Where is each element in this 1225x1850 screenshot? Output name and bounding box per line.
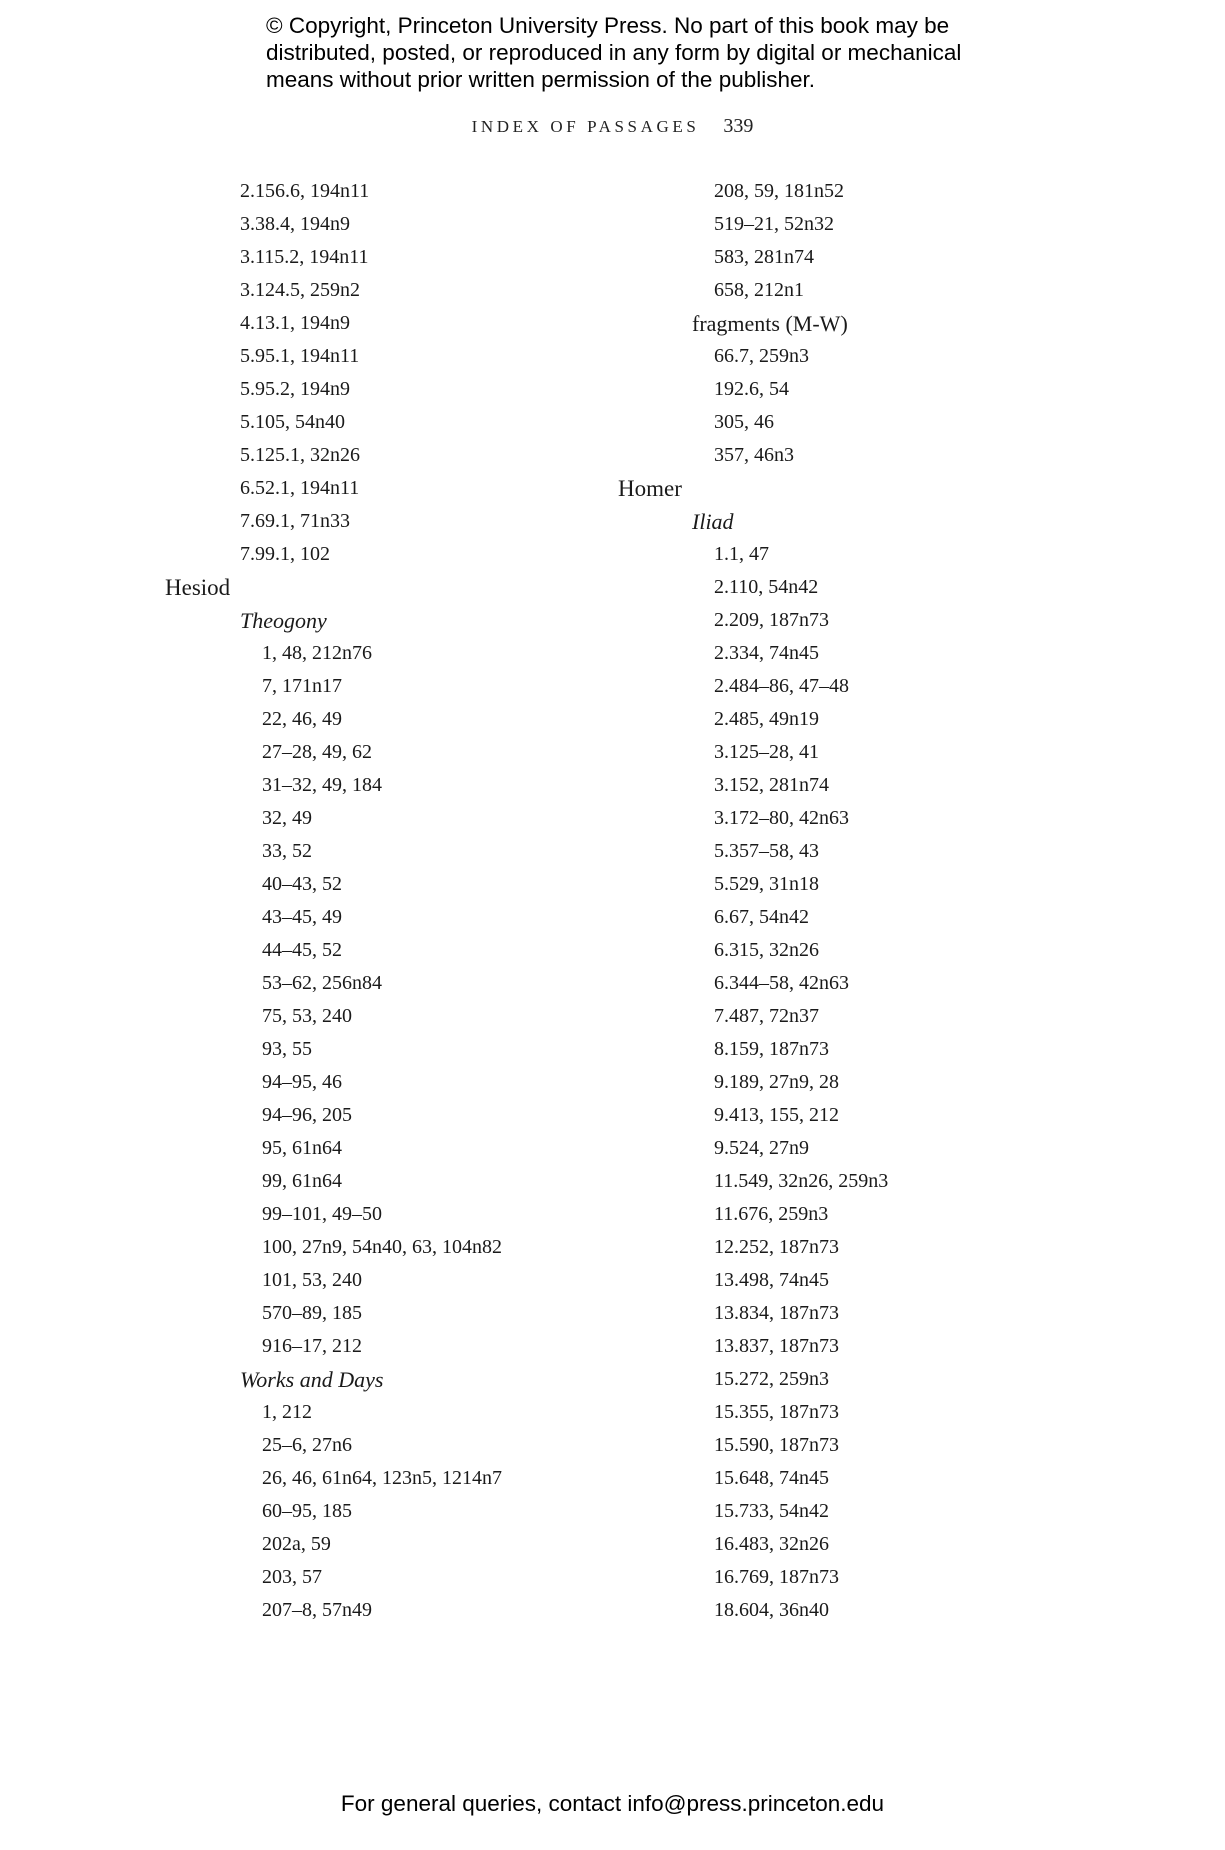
index-entry: 583, 281n74 — [714, 246, 814, 268]
index-subheading: 3.124.5, 259n2 — [240, 279, 360, 301]
index-entry: 66.7, 259n3 — [714, 345, 809, 367]
index-entry: 5.529, 31n18 — [714, 873, 819, 895]
index-entry: 94–96, 205 — [262, 1104, 352, 1126]
index-entry: 202a, 59 — [262, 1533, 331, 1555]
index-entry: 16.769, 187n73 — [714, 1566, 839, 1588]
index-entry: 7.487, 72n37 — [714, 1005, 819, 1027]
running-head — [0, 115, 1225, 138]
index-entry: 100, 27n9, 54n40, 63, 104n82 — [262, 1236, 502, 1258]
index-subheading: 3.38.4, 194n9 — [240, 213, 350, 235]
page-number: 339 — [723, 115, 754, 137]
index-entry: 13.834, 187n73 — [714, 1302, 839, 1324]
index-subheading: 4.13.1, 194n9 — [240, 312, 350, 334]
index-entry: 305, 46 — [714, 411, 774, 433]
index-entry: 6.315, 32n26 — [714, 939, 819, 961]
index-heading: Hesiod — [165, 575, 231, 600]
index-entry: 658, 212n1 — [714, 279, 804, 301]
index-subheading: 5.95.1, 194n11 — [240, 345, 360, 367]
index-entry: 2.110, 54n42 — [714, 576, 819, 598]
index-entry: 27–28, 49, 62 — [262, 741, 372, 763]
index-entry: 357, 46n3 — [714, 444, 794, 466]
index-entry: 15.648, 74n45 — [714, 1467, 829, 1489]
index-entry: 2.334, 74n45 — [714, 642, 819, 664]
index-entry: 43–45, 49 — [262, 906, 342, 928]
index-entry: 1.1, 47 — [714, 543, 769, 565]
index-entry: 16.483, 32n26 — [714, 1533, 829, 1555]
index-entry: 99–101, 49–50 — [262, 1203, 382, 1225]
index-heading: Homer — [618, 476, 682, 501]
index-entry: 18.604, 36n40 — [714, 1599, 829, 1621]
index-entry: 9.413, 155, 212 — [714, 1104, 839, 1126]
index-entry: 32, 49 — [262, 807, 312, 829]
index-subheading: 3.115.2, 194n11 — [240, 246, 369, 268]
index-entry: 2.485, 49n19 — [714, 708, 819, 730]
running-head-title: INDEX OF PASSAGES — [471, 117, 700, 136]
index-entry: 8.159, 187n73 — [714, 1038, 829, 1060]
copyright-line-1: © Copyright, Princeton University Press. No part of this book may be — [266, 13, 950, 38]
index-entry: 916–17, 212 — [262, 1335, 362, 1357]
index-entry: 95, 61n64 — [262, 1137, 342, 1159]
index-entry: 25–6, 27n6 — [262, 1434, 352, 1456]
index-entry: 208, 59, 181n52 — [714, 180, 844, 202]
index-entry: 207–8, 57n49 — [262, 1599, 372, 1621]
index-subheading: 7.69.1, 71n33 — [240, 510, 350, 532]
index-entry: 7, 171n17 — [262, 675, 342, 697]
index-entry: 15.272, 259n3 — [714, 1368, 829, 1390]
index-subheading: 6.52.1, 194n11 — [240, 477, 360, 499]
index-entry: 3.125–28, 41 — [714, 741, 819, 763]
index-entry: 519–21, 52n32 — [714, 213, 834, 235]
index-entry: 192.6, 54 — [714, 378, 789, 400]
index-entry: 60–95, 185 — [262, 1500, 352, 1522]
index-subheading: 2.156.6, 194n11 — [240, 180, 370, 202]
copyright-notice — [266, 12, 1026, 93]
index-subheading: Theogony — [240, 608, 327, 633]
index-entry: 9.524, 27n9 — [714, 1137, 809, 1159]
index-entry: 12.252, 187n73 — [714, 1236, 839, 1258]
index-subheading: fragments (M-W) — [692, 311, 848, 336]
index-entry: 3.152, 281n74 — [714, 774, 829, 796]
index-entry: 2.484–86, 47–48 — [714, 675, 849, 697]
index-entry: 13.498, 74n45 — [714, 1269, 829, 1291]
index-entry: 22, 46, 49 — [262, 708, 342, 730]
copyright-line-3: means without prior written permission of the publisher. — [266, 67, 816, 92]
index-entry: 1, 48, 212n76 — [262, 642, 372, 664]
index-entry: 3.172–80, 42n63 — [714, 807, 849, 829]
index-entry: 26, 46, 61n64, 123n5, 1214n7 — [262, 1467, 502, 1489]
index-entry: 33, 52 — [262, 840, 312, 862]
copyright-line-2: distributed, posted, or reproduced in any form by digital or mechanical — [266, 40, 962, 65]
index-entry: 31–32, 49, 184 — [262, 774, 382, 796]
footer-contact: For general queries, contact info@press.princeton.edu — [340, 1791, 885, 1816]
index-entry: 15.733, 54n42 — [714, 1500, 829, 1522]
index-entry: 40–43, 52 — [262, 873, 342, 895]
index-entry: 6.344–58, 42n63 — [714, 972, 849, 994]
index-subheading: 5.95.2, 194n9 — [240, 378, 350, 400]
index-subheading: 5.125.1, 32n26 — [240, 444, 360, 466]
index-entry: 6.67, 54n42 — [714, 906, 809, 928]
index-entry: 44–45, 52 — [262, 939, 342, 961]
index-entry: 101, 53, 240 — [262, 1269, 362, 1291]
index-entry: 53–62, 256n84 — [262, 972, 382, 994]
index-entry: 203, 57 — [262, 1566, 322, 1588]
index-entry: 9.189, 27n9, 28 — [714, 1071, 839, 1093]
index-subheading: Works and Days — [240, 1367, 384, 1392]
index-subheading: 7.99.1, 102 — [240, 543, 330, 565]
index-entry: 11.549, 32n26, 259n3 — [714, 1170, 889, 1192]
index-entry: 2.209, 187n73 — [714, 609, 829, 631]
index-entry: 13.837, 187n73 — [714, 1335, 839, 1357]
index-entry: 75, 53, 240 — [262, 1005, 352, 1027]
index-entry: 11.676, 259n3 — [714, 1203, 829, 1225]
index-entry: 94–95, 46 — [262, 1071, 342, 1093]
index-subheading: Iliad — [692, 509, 734, 534]
index-entry: 5.357–58, 43 — [714, 840, 819, 862]
index-entry: 93, 55 — [262, 1038, 312, 1060]
index-subheading: 5.105, 54n40 — [240, 411, 345, 433]
index-entry: 570–89, 185 — [262, 1302, 362, 1324]
index-entry: 15.355, 187n73 — [714, 1401, 839, 1423]
index-entry: 1, 212 — [262, 1401, 312, 1423]
index-entry: 15.590, 187n73 — [714, 1434, 839, 1456]
index-entry: 99, 61n64 — [262, 1170, 342, 1192]
